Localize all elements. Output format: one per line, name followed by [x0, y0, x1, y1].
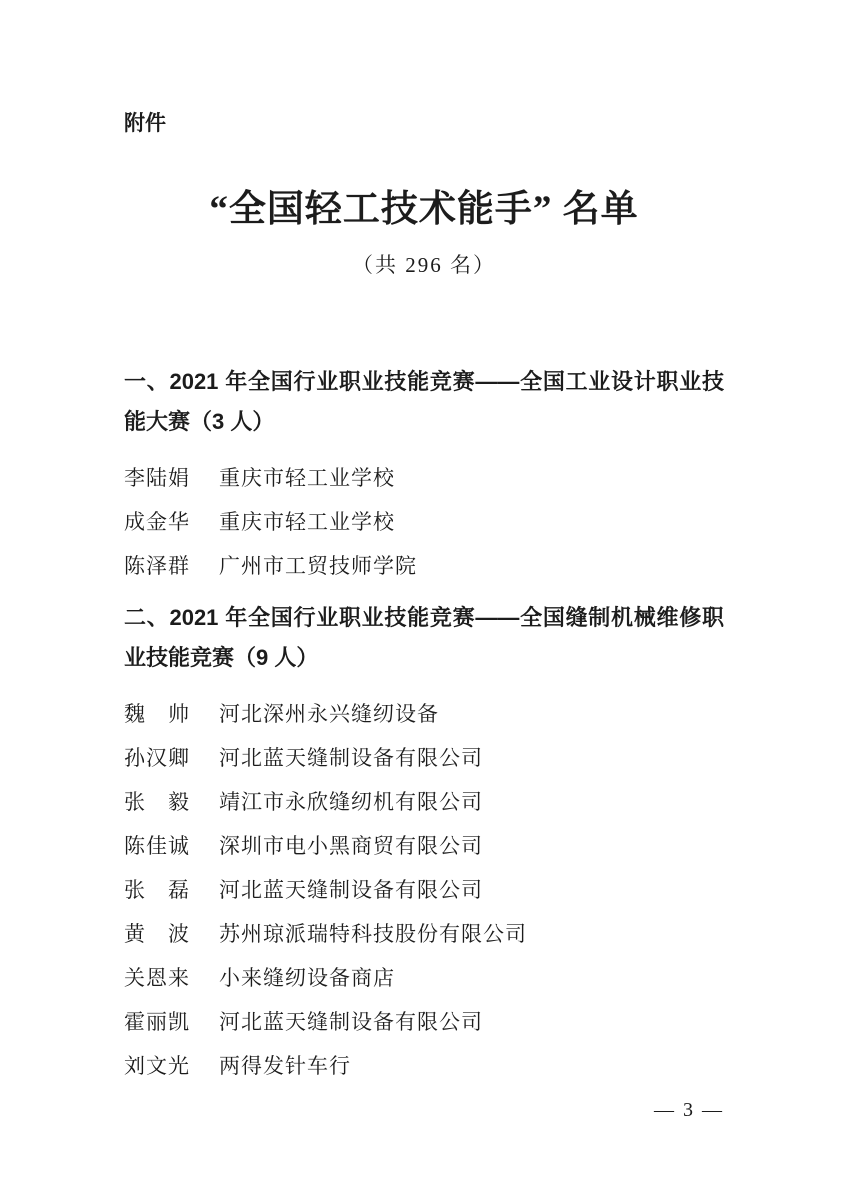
person-organization: 河北蓝天缝制设备有限公司	[219, 878, 483, 902]
person-organization: 重庆市轻工业学校	[219, 510, 395, 534]
person-organization: 广州市工贸技师学院	[219, 554, 417, 578]
list-item	[124, 868, 724, 912]
person-name: 张 毅	[124, 790, 190, 814]
list-item	[124, 500, 724, 544]
list-item	[124, 736, 724, 780]
person-name: 李陆娟	[124, 466, 190, 490]
list-item	[124, 956, 724, 1000]
person-organization: 小来缝纫设备商店	[219, 966, 395, 990]
person-organization: 靖江市永欣缝纫机有限公司	[219, 790, 483, 814]
list-item	[124, 824, 724, 868]
list-item	[124, 1000, 724, 1044]
person-name: 霍丽凯	[124, 1010, 190, 1034]
section-1-heading: 一、2021 年全国行业职业技能竞赛——全国工业设计职业技能大赛（3 人）	[124, 369, 724, 434]
person-name: 魏 帅	[124, 702, 190, 726]
person-name: 张 磊	[124, 878, 190, 902]
person-organization: 重庆市轻工业学校	[219, 466, 395, 490]
list-item	[124, 544, 724, 588]
attachment-label: 附件	[124, 112, 166, 135]
subtitle-count: （共 296 名）	[352, 253, 496, 277]
section-1-list	[124, 456, 724, 588]
person-name: 成金华	[124, 510, 190, 534]
page-title: “全国轻工技术能手” 名单	[209, 189, 639, 230]
person-organization: 河北蓝天缝制设备有限公司	[219, 746, 483, 770]
person-organization: 苏州琼派瑞特科技股份有限公司	[219, 922, 527, 946]
section-2-heading: 二、2021 年全国行业职业技能竞赛——全国缝制机械维修职业技能竞赛（9 人）	[124, 605, 724, 670]
page-number: — 3 —	[654, 1099, 724, 1121]
person-name: 关恩来	[124, 966, 190, 990]
list-item	[124, 456, 724, 500]
list-item	[124, 780, 724, 824]
section-2-list	[124, 692, 724, 1088]
list-item	[124, 1044, 724, 1088]
person-name: 刘文光	[124, 1054, 190, 1078]
person-organization: 河北蓝天缝制设备有限公司	[219, 1010, 483, 1034]
person-organization: 河北深州永兴缝纫设备	[219, 702, 439, 726]
list-item	[124, 912, 724, 956]
person-name: 陈佳诚	[124, 834, 190, 858]
person-organization: 两得发针车行	[219, 1054, 351, 1078]
list-item	[124, 692, 724, 736]
person-name: 陈泽群	[124, 554, 190, 578]
person-organization: 深圳市电小黑商贸有限公司	[219, 834, 483, 858]
person-name: 黄 波	[124, 922, 190, 946]
person-name: 孙汉卿	[124, 746, 190, 770]
